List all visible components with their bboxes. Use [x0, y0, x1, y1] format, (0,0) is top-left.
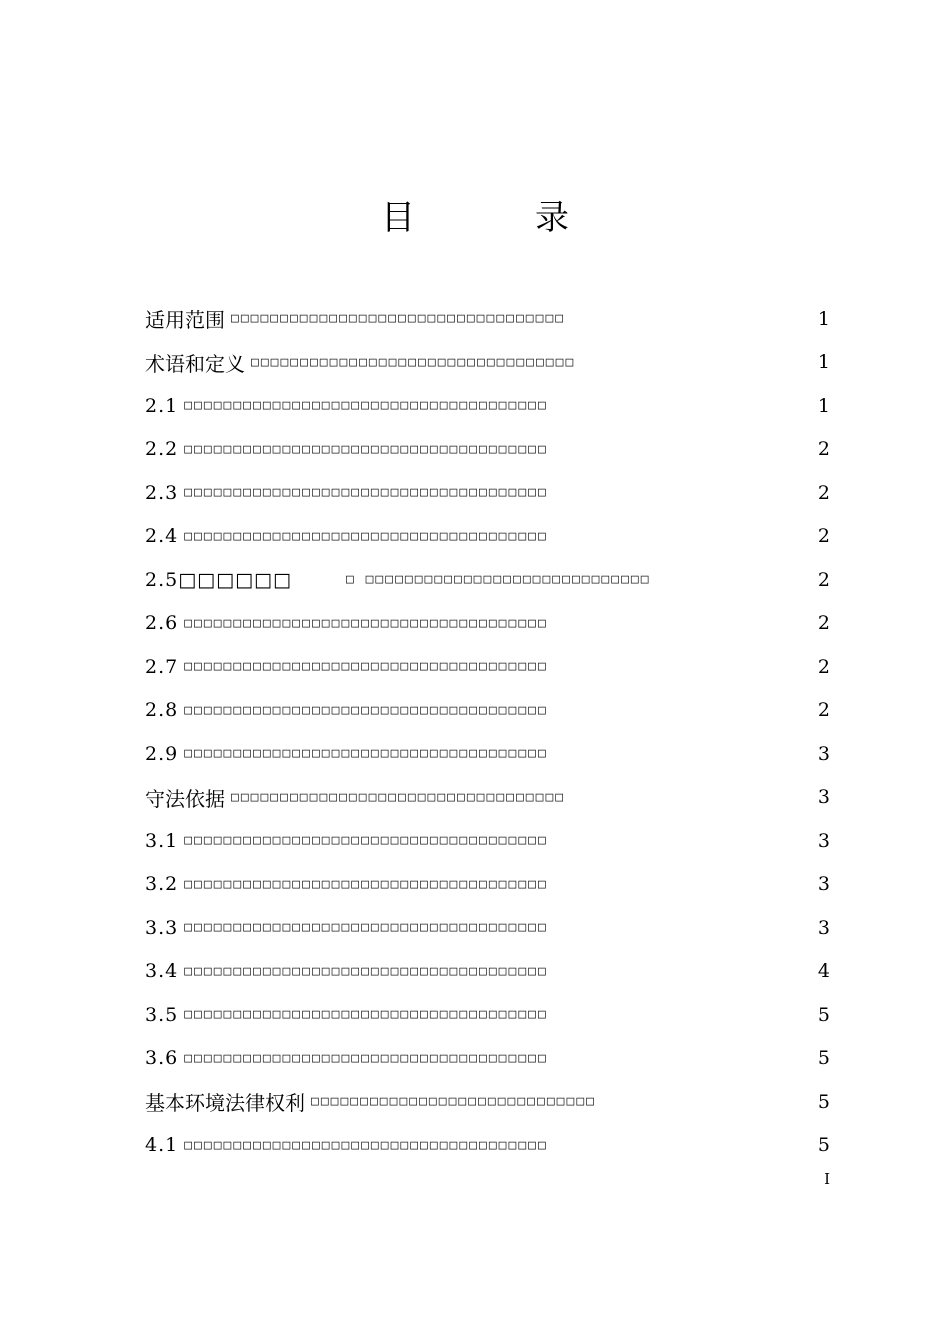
toc-entry-0[interactable] [145, 297, 830, 341]
toc-page-number: 3 [817, 742, 830, 765]
toc-page-number: 5 [817, 1134, 830, 1157]
page-title [0, 190, 950, 239]
toc-leader: □□□□□□□□□□□□□□□□□□□□□□□□□□□□□□□□□□□□□ [184, 702, 548, 718]
toc-leader: □□□□□□□□□□□□□□□□□□□□□□□□□□□□□□□□□□□□□ [184, 659, 548, 675]
toc-leader: □□□□□□□□□□□□□□□□□□□□□□□□□□□□□ [311, 1094, 596, 1110]
toc-page-number: 2 [817, 438, 830, 461]
toc-entry-6[interactable] [145, 558, 830, 602]
toc-page-number: 3 [817, 786, 830, 809]
toc-leader: □ □□□□□□□□□□□□□□□□□□□□□□□□□□□□□ [345, 572, 651, 588]
toc-entry-14[interactable] [145, 906, 830, 950]
toc-entry-13[interactable] [145, 863, 830, 907]
toc-label: 术语和定义 [145, 351, 245, 376]
toc-leader: □□□□□□□□□□□□□□□□□□□□□□□□□□□□□□□□□□□□□ [184, 833, 548, 849]
title-char-left: 目 [381, 198, 415, 238]
toc-leader: □□□□□□□□□□□□□□□□□□□□□□□□□□□□□□□□□□□□□ [184, 963, 548, 979]
toc-label: 3.5 [145, 1003, 179, 1026]
toc-page-number: 3 [817, 829, 830, 852]
toc-leader: □□□□□□□□□□□□□□□□□□□□□□□□□□□□□□□□□□ [231, 311, 566, 327]
toc-leader: □□□□□□□□□□□□□□□□□□□□□□□□□□□□□□□□□□□□□ [184, 1050, 548, 1066]
title-char-right: 录 [535, 198, 569, 238]
toc-page-number: 1 [817, 307, 830, 330]
toc-leader: □□□□□□□□□□□□□□□□□□□□□□□□□□□□□□□□□□□□□ [184, 485, 548, 501]
toc-entry-4[interactable] [145, 471, 830, 515]
toc-label: 3.6 [145, 1047, 179, 1070]
toc-label: 2.3 [145, 481, 179, 504]
toc-leader: □□□□□□□□□□□□□□□□□□□□□□□□□□□□□□□□□□ [231, 789, 566, 805]
toc-page-number: 2 [817, 568, 830, 591]
toc-entry-12[interactable] [145, 819, 830, 863]
toc-page-number: 2 [817, 699, 830, 722]
table-of-contents [145, 297, 830, 1167]
toc-entry-10[interactable] [145, 732, 830, 776]
toc-page-number: 3 [817, 916, 830, 939]
toc-label: 2.2 [145, 438, 179, 461]
toc-page-number: 2 [817, 655, 830, 678]
toc-entry-3[interactable] [145, 428, 830, 472]
toc-page-number: 1 [817, 351, 830, 374]
toc-leader: □□□□□□□□□□□□□□□□□□□□□□□□□□□□□□□□□□□□□ [184, 528, 548, 544]
toc-label: 4.1 [145, 1134, 179, 1157]
toc-label: 2.7 [145, 655, 179, 678]
toc-entry-8[interactable] [145, 645, 830, 689]
toc-leader: □□□□□□□□□□□□□□□□□□□□□□□□□□□□□□□□□□□□□ [184, 441, 548, 457]
toc-label: 3.4 [145, 960, 179, 983]
toc-entry-17[interactable] [145, 1037, 830, 1081]
toc-page-number: 2 [817, 525, 830, 548]
toc-entry-1[interactable] [145, 341, 830, 385]
toc-leader: □□□□□□□□□□□□□□□□□□□□□□□□□□□□□□□□□□□□□ [184, 615, 548, 631]
toc-label: 2.9 [145, 742, 179, 765]
toc-entry-18[interactable] [145, 1080, 830, 1124]
toc-leader: □□□□□□□□□□□□□□□□□□□□□□□□□□□□□□□□□□□□□ [184, 1137, 548, 1153]
toc-leader: □□□□□□□□□□□□□□□□□□□□□□□□□□□□□□□□□ [251, 354, 576, 370]
toc-label: 2.1 [145, 394, 179, 417]
toc-page-number: 4 [817, 960, 830, 983]
toc-label: 3.2 [145, 873, 179, 896]
toc-label: 3.3 [145, 916, 179, 939]
toc-label: 3.1 [145, 829, 179, 852]
toc-entry-9[interactable] [145, 689, 830, 733]
toc-leader: □□□□□□□□□□□□□□□□□□□□□□□□□□□□□□□□□□□□□ [184, 746, 548, 762]
footer-page-number: I [824, 1170, 830, 1188]
toc-page-number: 1 [817, 394, 830, 417]
toc-entry-19[interactable] [145, 1124, 830, 1168]
toc-label: 2.4 [145, 525, 179, 548]
toc-page-number: 5 [817, 1047, 830, 1070]
toc-label: 守法依据 [145, 786, 225, 811]
toc-entry-11[interactable] [145, 776, 830, 820]
toc-page-number: 5 [817, 1003, 830, 1026]
toc-page-number: 3 [817, 873, 830, 896]
toc-label: 2.8 [145, 699, 179, 722]
toc-page-number: 5 [817, 1090, 830, 1113]
toc-entry-7[interactable] [145, 602, 830, 646]
toc-page-number: 2 [817, 612, 830, 635]
toc-leader: □□□□□□□□□□□□□□□□□□□□□□□□□□□□□□□□□□□□□ [184, 1007, 548, 1023]
toc-entry-2[interactable] [145, 384, 830, 428]
toc-page-number: 2 [817, 481, 830, 504]
toc-label: 2.6 [145, 612, 179, 635]
toc-label: 2.5□□□□□□ [145, 568, 292, 591]
toc-entry-5[interactable] [145, 515, 830, 559]
toc-label: 适用范围 [145, 308, 225, 333]
toc-leader: □□□□□□□□□□□□□□□□□□□□□□□□□□□□□□□□□□□□□ [184, 920, 548, 936]
toc-leader: □□□□□□□□□□□□□□□□□□□□□□□□□□□□□□□□□□□□□ [184, 398, 548, 414]
toc-leader: □□□□□□□□□□□□□□□□□□□□□□□□□□□□□□□□□□□□□ [184, 876, 548, 892]
toc-entry-15[interactable] [145, 950, 830, 994]
toc-label: 基本环境法律权利 [145, 1091, 305, 1116]
toc-entry-16[interactable] [145, 993, 830, 1037]
